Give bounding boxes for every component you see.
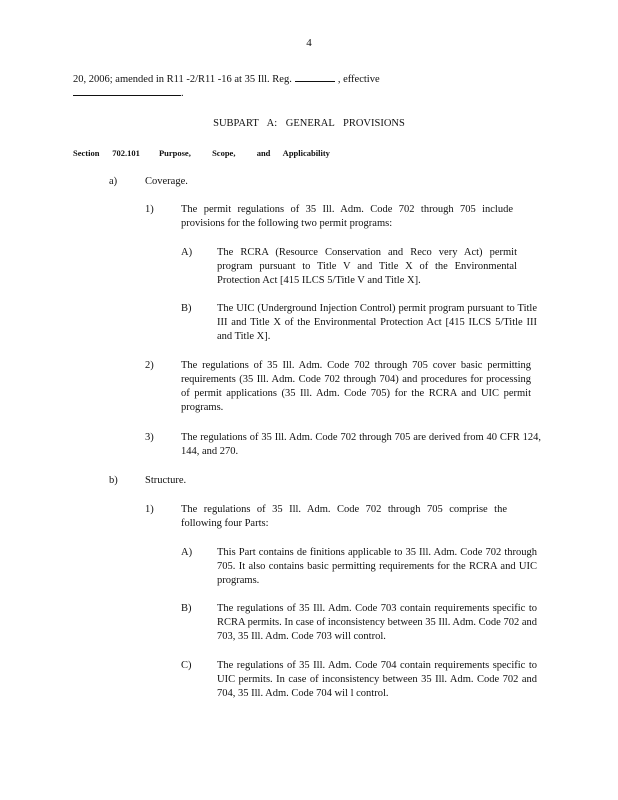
item-text: The regulations of 35 Ill. Adm. Code 703 contain requirements specific to RCRA permits. In case of inconsistency between 35 Ill. Adm. Code 702 and 703, 35 Ill. Adm. Code 703 will control.: [217, 603, 537, 642]
item-label: B): [181, 603, 192, 614]
item-text: The regulations of 35 Ill. Adm. Code 702 through 705 comprise the following four Parts:: [181, 504, 507, 529]
item-label: a): [109, 176, 118, 187]
section-heading: Section 702.101 Purpose, Scope, and Applicability: [73, 148, 330, 158]
item-label: 2): [145, 360, 154, 371]
item-label: 3): [145, 432, 154, 443]
item-text: The regulations of 35 Ill. Adm. Code 704 contain requirements specific to UIC permits. In case of inconsistency between 35 Ill. Adm. Code 702 and 704, 35 Ill. Adm. Code 704 wil l control.: [217, 660, 537, 699]
amendment-text: 20, 2006; amended in R11 -2/R11 -16 at 35 Ill. Reg.: [73, 74, 292, 85]
item-text: This Part contains de finitions applicable to 35 Ill. Adm. Code 702 through 705. It also contains basic permitting requirements for the RCRA and UIC programs.: [217, 547, 537, 586]
item-text: The permit regulations of 35 Ill. Adm. Code 702 through 705 include provisions for the following two permit programs:: [181, 204, 513, 229]
page-number: 4: [306, 37, 312, 49]
subpart-title: SUBPART A: GENERAL PROVISIONS: [213, 118, 405, 129]
item-label: b): [109, 475, 118, 486]
amendment-history: [73, 73, 543, 101]
item-label: A): [181, 547, 193, 558]
item-text: The RCRA (Resource Conservation and Reco very Act) permit program pursuant to Title V and Title X of the Environmental Protection Act [415 ILCS 5/Title V and Title X].: [217, 247, 517, 286]
item-label: 1): [145, 204, 154, 215]
item-text: Structure.: [145, 475, 187, 486]
item-text: The UIC (Underground Injection Control) permit program pursuant to Title III and Title X of the Environmental Protection Act [415 ILCS 5/Title III and Title X].: [217, 303, 537, 342]
item-label: B): [181, 303, 192, 314]
effective-text: , effective: [337, 74, 380, 85]
item-text: The regulations of 35 Ill. Adm. Code 702 through 705 are derived from 40 CFR 124, 144, and 270.: [181, 432, 541, 457]
item-label: A): [181, 247, 193, 258]
register-blank: [295, 81, 335, 82]
item-text: The regulations of 35 Ill. Adm. Code 702 through 705 cover basic permitting requirements (35 Ill. Adm. Code 702 through 704) and procedures for processing of permit applications (35 Ill. Adm. Code 705) for the RCRA and UIC permit programs.: [181, 360, 531, 413]
amendment-end: .: [181, 88, 184, 99]
item-label: 1): [145, 504, 154, 515]
item-label: C): [181, 660, 192, 671]
effective-date-blank: [73, 95, 181, 96]
item-text: Coverage.: [145, 176, 188, 187]
